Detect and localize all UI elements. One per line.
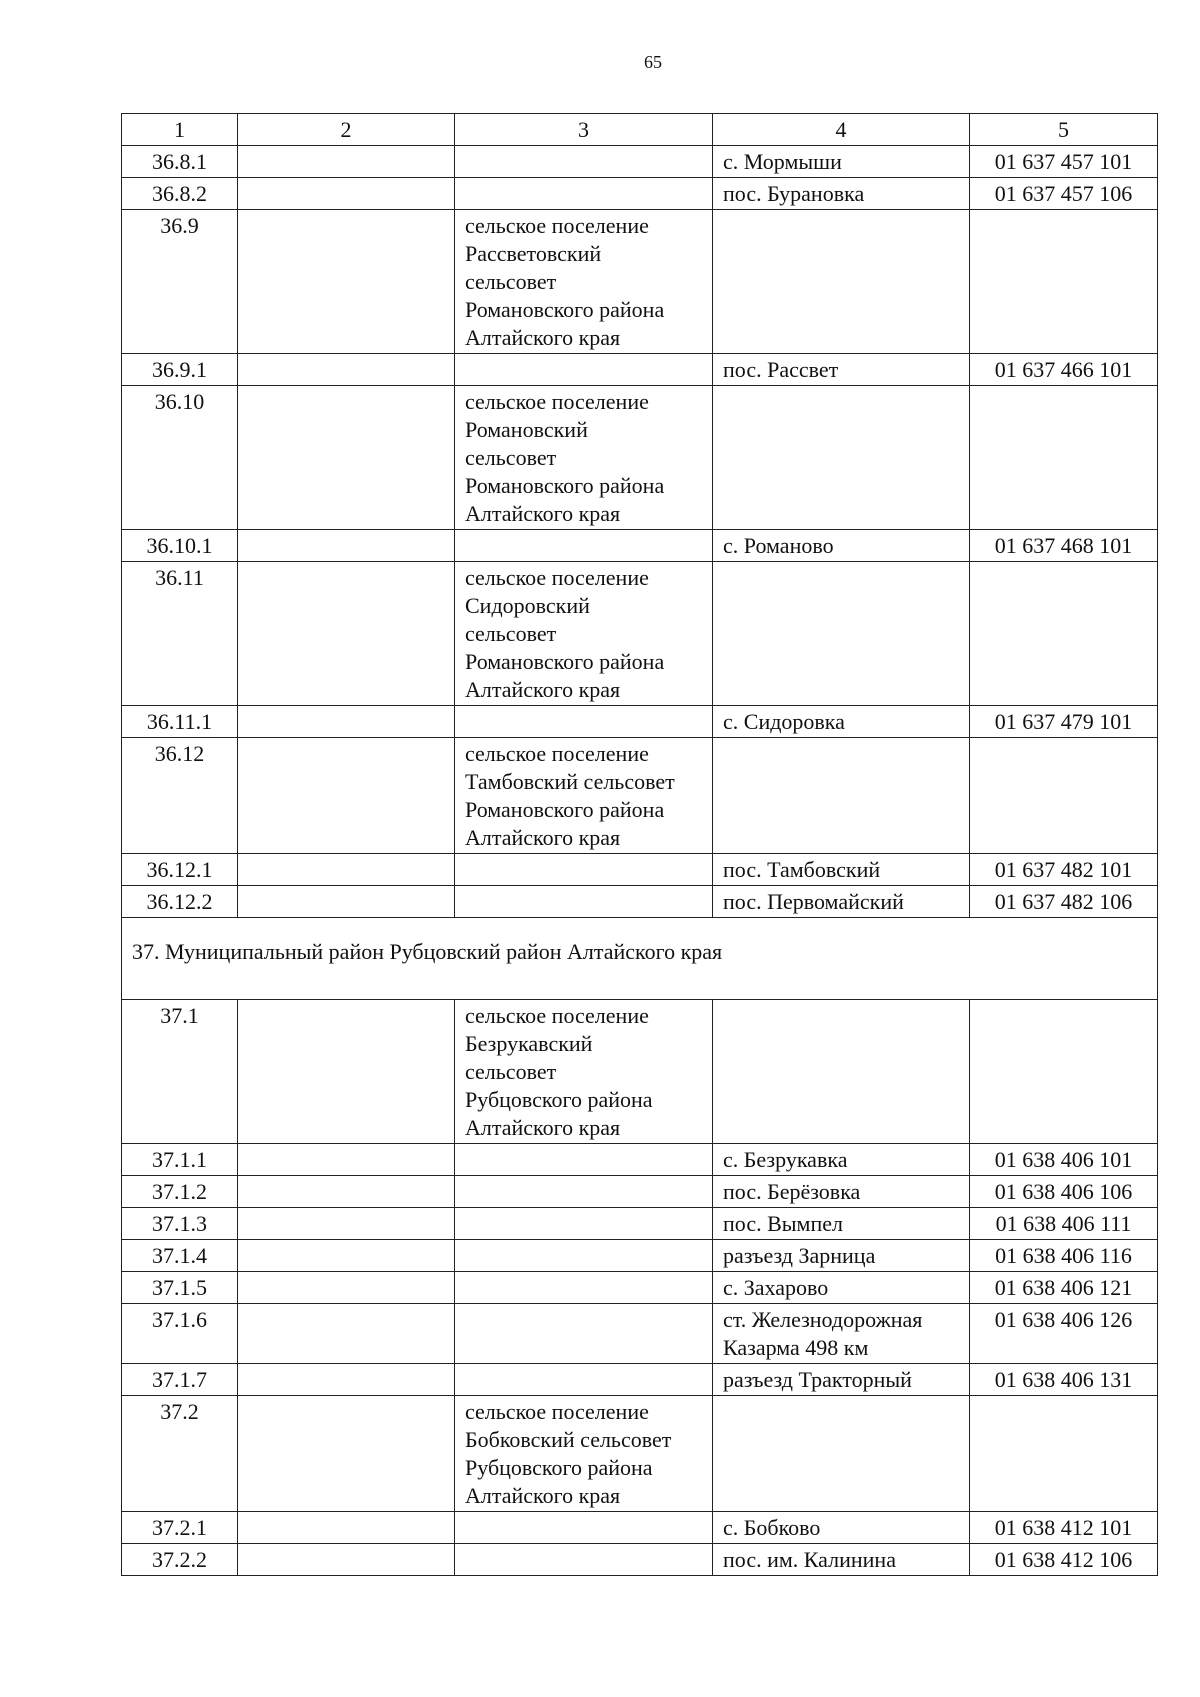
cell-line: сельсовет xyxy=(465,621,557,646)
okato-code-cell: 01 637 482 106 xyxy=(970,886,1158,918)
cell-line: Романовского района xyxy=(465,797,665,822)
row-number: 36.12 xyxy=(122,738,238,854)
cell-line: Рассветовский xyxy=(465,241,602,266)
cell-line: Алтайского края xyxy=(465,677,621,702)
okato-code-cell: 01 638 412 106 xyxy=(970,1544,1158,1576)
row-number: 36.12.2 xyxy=(122,886,238,918)
header-cell: 1 xyxy=(122,114,238,146)
cell-line: сельсовет xyxy=(465,445,557,470)
column-2-cell xyxy=(238,210,455,354)
table-row xyxy=(122,738,1158,854)
locality-name-cell xyxy=(713,1396,970,1512)
cell-line: Алтайского края xyxy=(465,1115,621,1140)
cell-line: с. Захарово xyxy=(723,1275,829,1300)
okato-code-cell xyxy=(970,386,1158,530)
settlement-authority-cell xyxy=(455,562,713,706)
cell-line: Тамбовский сельсовет xyxy=(465,769,675,794)
row-number: 37.1.4 xyxy=(122,1240,238,1272)
locality-name-cell xyxy=(713,1364,970,1396)
locality-name-cell xyxy=(713,1208,970,1240)
settlement-authority-cell xyxy=(455,886,713,918)
cell-line: Романовского района xyxy=(465,473,665,498)
table-row xyxy=(122,146,1158,178)
settlement-authority-cell xyxy=(455,1240,713,1272)
locality-name-cell xyxy=(713,886,970,918)
column-2-cell xyxy=(238,1396,455,1512)
cell-line: пос. Вымпел xyxy=(723,1211,843,1236)
cell-line: Алтайского края xyxy=(465,501,621,526)
column-2-cell xyxy=(238,1364,455,1396)
header-cell: 2 xyxy=(238,114,455,146)
settlement-authority-cell xyxy=(455,706,713,738)
table-row xyxy=(122,1144,1158,1176)
table-row xyxy=(122,1544,1158,1576)
row-number: 37.1.1 xyxy=(122,1144,238,1176)
table-row xyxy=(122,210,1158,354)
table-row xyxy=(122,530,1158,562)
header-cell: 5 xyxy=(970,114,1158,146)
column-2-cell xyxy=(238,562,455,706)
okato-code-cell: 01 638 406 126 xyxy=(970,1304,1158,1364)
row-number: 37.2 xyxy=(122,1396,238,1512)
column-2-cell xyxy=(238,1000,455,1144)
locality-name-cell xyxy=(713,1144,970,1176)
cell-line: ст. Железнодорожная xyxy=(723,1307,923,1332)
locality-name-cell xyxy=(713,706,970,738)
cell-line: Безрукавский xyxy=(465,1031,593,1056)
cell-line: Алтайского края xyxy=(465,825,621,850)
okato-code-cell: 01 637 482 101 xyxy=(970,854,1158,886)
table-row xyxy=(122,1512,1158,1544)
locality-name-cell xyxy=(713,854,970,886)
row-number: 36.10 xyxy=(122,386,238,530)
locality-name-cell xyxy=(713,178,970,210)
table-row xyxy=(122,178,1158,210)
table-row xyxy=(122,854,1158,886)
row-number: 37.2.2 xyxy=(122,1544,238,1576)
settlement-authority-cell xyxy=(455,1144,713,1176)
column-2-cell xyxy=(238,1304,455,1364)
settlement-authority-cell xyxy=(455,530,713,562)
column-2-cell xyxy=(238,178,455,210)
settlement-authority-cell xyxy=(455,178,713,210)
section-heading-row xyxy=(122,918,1158,1000)
cell-line: с. Безрукавка xyxy=(723,1147,848,1172)
cell-line: Романовского района xyxy=(465,297,665,322)
column-2-cell xyxy=(238,1176,455,1208)
cell-line: Романовского района xyxy=(465,649,665,674)
table-row xyxy=(122,562,1158,706)
row-number: 37.1.2 xyxy=(122,1176,238,1208)
settlement-authority-cell xyxy=(455,738,713,854)
settlement-authority-cell xyxy=(455,1000,713,1144)
row-number: 36.12.1 xyxy=(122,854,238,886)
locality-name-cell xyxy=(713,354,970,386)
header-cell: 4 xyxy=(713,114,970,146)
cell-line: пос. им. Калинина xyxy=(723,1547,896,1572)
locality-name-cell xyxy=(713,562,970,706)
cell-line: с. Бобково xyxy=(723,1515,821,1540)
cell-line: сельское поселение xyxy=(465,389,649,414)
okato-code-cell: 01 637 457 106 xyxy=(970,178,1158,210)
column-2-cell xyxy=(238,738,455,854)
column-2-cell xyxy=(238,854,455,886)
settlement-authority-cell xyxy=(455,354,713,386)
settlement-authority-cell xyxy=(455,1364,713,1396)
cell-line: Казарма 498 км xyxy=(723,1335,869,1360)
column-2-cell xyxy=(238,1144,455,1176)
column-2-cell xyxy=(238,1544,455,1576)
okato-code-cell: 01 638 406 106 xyxy=(970,1176,1158,1208)
row-number: 37.2.1 xyxy=(122,1512,238,1544)
cell-line: сельсовет xyxy=(465,1059,557,1084)
cell-line: с. Мормыши xyxy=(723,149,842,174)
settlement-authority-cell xyxy=(455,1208,713,1240)
table-row xyxy=(122,1364,1158,1396)
row-number: 36.11 xyxy=(122,562,238,706)
table-row xyxy=(122,1396,1158,1512)
okato-code-cell xyxy=(970,562,1158,706)
locality-name-cell xyxy=(713,1512,970,1544)
cell-line: сельское поселение xyxy=(465,1003,649,1028)
okato-code-cell: 01 638 406 116 xyxy=(970,1240,1158,1272)
column-2-cell xyxy=(238,354,455,386)
registry-table xyxy=(121,113,1158,1576)
table-row xyxy=(122,354,1158,386)
row-number: 36.10.1 xyxy=(122,530,238,562)
okato-code-cell xyxy=(970,1396,1158,1512)
locality-name-cell xyxy=(713,530,970,562)
section-heading: 37. Муниципальный район Рубцовский район Алтайского края xyxy=(122,918,1158,1000)
okato-code-cell xyxy=(970,738,1158,854)
header-cell: 3 xyxy=(455,114,713,146)
row-number: 36.8.2 xyxy=(122,178,238,210)
column-2-cell xyxy=(238,886,455,918)
cell-line: Алтайского края xyxy=(465,1483,621,1508)
column-2-cell xyxy=(238,530,455,562)
page-number: 65 xyxy=(644,52,662,72)
row-number: 37.1.5 xyxy=(122,1272,238,1304)
cell-line: сельское поселение xyxy=(465,213,649,238)
column-2-cell xyxy=(238,1272,455,1304)
okato-code-cell: 01 637 457 101 xyxy=(970,146,1158,178)
okato-code-cell xyxy=(970,1000,1158,1144)
header-row xyxy=(122,114,1158,146)
okato-code-cell: 01 638 406 111 xyxy=(970,1208,1158,1240)
locality-name-cell xyxy=(713,1240,970,1272)
cell-line: сельсовет xyxy=(465,269,557,294)
table-row xyxy=(122,1208,1158,1240)
settlement-authority-cell xyxy=(455,386,713,530)
locality-name-cell xyxy=(713,146,970,178)
cell-line: Романовский xyxy=(465,417,588,442)
column-2-cell xyxy=(238,146,455,178)
settlement-authority-cell xyxy=(455,854,713,886)
column-2-cell xyxy=(238,386,455,530)
locality-name-cell xyxy=(713,1176,970,1208)
locality-name-cell xyxy=(713,1272,970,1304)
cell-line: Алтайского края xyxy=(465,325,621,350)
locality-name-cell xyxy=(713,1304,970,1364)
locality-name-cell xyxy=(713,1544,970,1576)
table-row xyxy=(122,1240,1158,1272)
cell-line: пос. Берёзовка xyxy=(723,1179,861,1204)
row-number: 36.8.1 xyxy=(122,146,238,178)
okato-code-cell: 01 637 466 101 xyxy=(970,354,1158,386)
column-2-cell xyxy=(238,706,455,738)
settlement-authority-cell xyxy=(455,1176,713,1208)
row-number: 37.1.3 xyxy=(122,1208,238,1240)
okato-code-cell: 01 637 479 101 xyxy=(970,706,1158,738)
table-row xyxy=(122,1000,1158,1144)
locality-name-cell xyxy=(713,1000,970,1144)
row-number: 36.11.1 xyxy=(122,706,238,738)
settlement-authority-cell xyxy=(455,210,713,354)
cell-line: сельское поселение xyxy=(465,565,649,590)
okato-code-cell: 01 638 406 101 xyxy=(970,1144,1158,1176)
cell-line: пос. Бурановка xyxy=(723,181,865,206)
row-number: 37.1.7 xyxy=(122,1364,238,1396)
settlement-authority-cell xyxy=(455,1304,713,1364)
okato-code-cell: 01 637 468 101 xyxy=(970,530,1158,562)
table-row xyxy=(122,386,1158,530)
cell-line: пос. Рассвет xyxy=(723,357,839,382)
row-number: 37.1 xyxy=(122,1000,238,1144)
settlement-authority-cell xyxy=(455,1544,713,1576)
cell-line: Рубцовского района xyxy=(465,1455,653,1480)
cell-line: с. Романово xyxy=(723,533,834,558)
cell-line: с. Сидоровка xyxy=(723,709,845,734)
column-2-cell xyxy=(238,1512,455,1544)
cell-line: Сидоровский xyxy=(465,593,590,618)
cell-line: разъезд Тракторный xyxy=(723,1367,912,1392)
okato-code-cell: 01 638 406 121 xyxy=(970,1272,1158,1304)
table-row xyxy=(122,706,1158,738)
cell-line: Бобковский сельсовет xyxy=(465,1427,672,1452)
row-number: 36.9 xyxy=(122,210,238,354)
settlement-authority-cell xyxy=(455,1272,713,1304)
registry-table-body xyxy=(122,114,1158,1576)
table-row xyxy=(122,886,1158,918)
okato-code-cell xyxy=(970,210,1158,354)
cell-line: разъезд Зарница xyxy=(723,1243,876,1268)
cell-line: сельское поселение xyxy=(465,1399,649,1424)
table-row xyxy=(122,1304,1158,1364)
cell-line: пос. Тамбовский xyxy=(723,857,881,882)
row-number: 36.9.1 xyxy=(122,354,238,386)
cell-line: пос. Первомайский xyxy=(723,889,904,914)
locality-name-cell xyxy=(713,210,970,354)
locality-name-cell xyxy=(713,386,970,530)
settlement-authority-cell xyxy=(455,146,713,178)
table-row xyxy=(122,1272,1158,1304)
cell-line: сельское поселение xyxy=(465,741,649,766)
settlement-authority-cell xyxy=(455,1396,713,1512)
okato-code-cell: 01 638 406 131 xyxy=(970,1364,1158,1396)
table-row xyxy=(122,1176,1158,1208)
column-2-cell xyxy=(238,1208,455,1240)
okato-code-cell: 01 638 412 101 xyxy=(970,1512,1158,1544)
cell-line: Рубцовского района xyxy=(465,1087,653,1112)
locality-name-cell xyxy=(713,738,970,854)
row-number: 37.1.6 xyxy=(122,1304,238,1364)
column-2-cell xyxy=(238,1240,455,1272)
settlement-authority-cell xyxy=(455,1512,713,1544)
